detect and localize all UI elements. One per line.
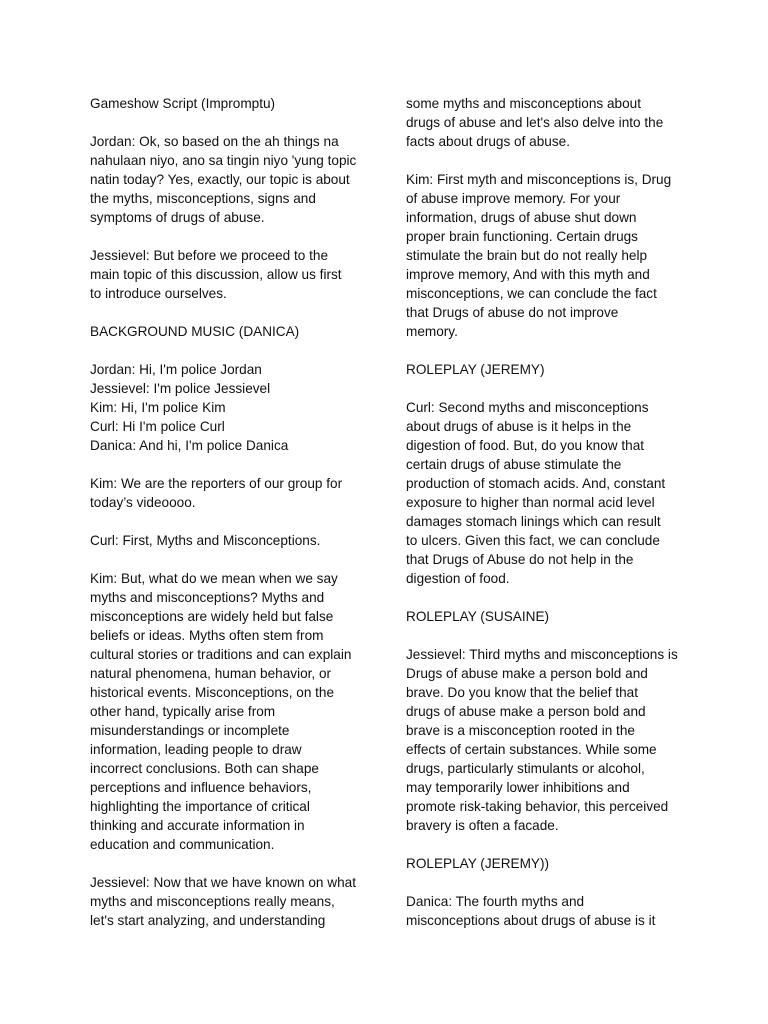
paragraph: Jessievel: Third myths and misconceptions is Drugs of abuse make a person bold and brave. Do you know that the belief that drugs of abuse make a person bold and brave is a misconception rooted in the effects of certain substances. While some drugs, particularly stimulants or alcohol, may temporarily lower inhibitions and promote risk-taking behavior, this perceived bravery is often a facade.	[406, 647, 678, 833]
stage-direction: ROLEPLAY (SUSAINE)	[406, 609, 550, 624]
paragraph: Jordan: Ok, so based on the ah things na nahulaan niyo, ano sa tingin niyo 'yung topic natin today? Yes, exactly, our topic is about the myths, misconceptions, signs and symptoms of drugs of abuse.	[90, 134, 357, 225]
stage-direction: ROLEPLAY (JEREMY))	[406, 856, 550, 871]
right-column	[406, 94, 691, 930]
stage-direction: ROLEPLAY (JEREMY)	[406, 362, 545, 377]
paragraph: Danica: The fourth myths and misconceptions about drugs of abuse is it	[406, 894, 656, 928]
paragraph: Jordan: Hi, I'm police Jordan Jessievel: I'm police Jessievel Kim: Hi, I'm police Kim Curl: Hi I'm police Curl Danica: And hi, I'm police Danica	[90, 362, 289, 453]
document-title: Gameshow Script (Impromptu)	[90, 96, 276, 111]
paragraph: Jessievel: Now that we have known on what myths and misconceptions really means, let's start analyzing, and understanding	[90, 875, 356, 928]
paragraph: Kim: But, what do we mean when we say myths and misconceptions? Myths and misconceptions are widely held but false beliefs or ideas. Myths often stem from cultural stories or traditions and can explain natural phenomena, human behavior, or historical events. Misconceptions, on the other hand, typically arise from misunderstandings or incomplete information, leading people to draw incorrect conclusions. Both can shape perceptions and influence behaviors, highlighting the importance of critical thinking and accurate information in education and communication.	[90, 571, 352, 852]
paragraph: Curl: Second myths and misconceptions about drugs of abuse is it helps in the digestion of food. But, do you know that certain drugs of abuse stimulate the production of stomach acids. And, constant exposure to higher than normal acid level damages stomach linings which can result to ulcers. Given this fact, we can conclude that Drugs of Abuse do not help in the digestion of food.	[406, 400, 666, 586]
paragraph: Curl: First, Myths and Misconceptions.	[90, 533, 321, 548]
left-column	[90, 94, 370, 930]
paragraph: Kim: First myth and misconceptions is, Drug of abuse improve memory. For your information, drugs of abuse shut down proper brain functioning. Certain drugs stimulate the brain but do not really help improve memory, And with this myth and misconceptions, we can conclude the fact that Drugs of abuse do not improve memory.	[406, 172, 672, 339]
stage-direction: BACKGROUND MUSIC (DANICA)	[90, 324, 300, 339]
paragraph: Jessievel: But before we proceed to the main topic of this discussion, allow us first to introduce ourselves.	[90, 248, 342, 301]
paragraph: Kim: We are the reporters of our group for today’s videoooo.	[90, 476, 343, 510]
paragraph: some myths and misconceptions about drugs of abuse and let's also delve into the facts about drugs of abuse.	[406, 96, 664, 149]
